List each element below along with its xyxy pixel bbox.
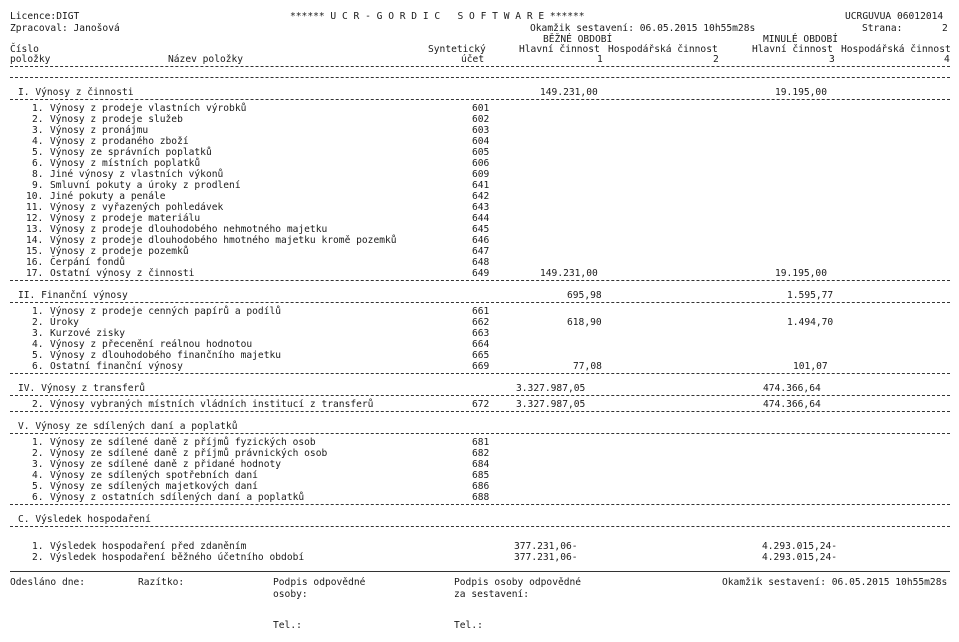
section-total-previous: 474.366,64 bbox=[763, 383, 821, 394]
software-banner: ****** U C R - G O R D I C S O F T W A R E ****** bbox=[290, 11, 585, 22]
row-number: 2. bbox=[32, 552, 44, 563]
row-name: Výnosy ze sdílené daně z příjmů právnických osob bbox=[50, 448, 328, 459]
responsible-signature-label: Podpis odpovědné bbox=[273, 577, 366, 588]
section-total-previous: 19.195,00 bbox=[775, 87, 827, 98]
row-number: 16. bbox=[26, 257, 44, 268]
page-number: 2 bbox=[942, 23, 948, 34]
section-title: II. Finanční výnosy bbox=[18, 290, 128, 301]
row-account: 686 bbox=[472, 481, 490, 492]
row-name: Výnosy z prodeje vlastních výrobků bbox=[50, 103, 247, 114]
row-account: 682 bbox=[472, 448, 490, 459]
row-name: Výnosy z dlouhodobého finančního majetku bbox=[50, 350, 282, 361]
item-number-header-2: položky bbox=[10, 54, 51, 65]
row-name: Výnosy z prodeje služeb bbox=[50, 114, 183, 125]
section-total-previous: 1.595,77 bbox=[787, 290, 834, 301]
row-name: Výnosy z prodeje pozemků bbox=[50, 246, 189, 257]
row-number: 12. bbox=[26, 213, 44, 224]
row-name: Výnosy z pronájmu bbox=[50, 125, 149, 136]
row-name: Výnosy z prodaného zboží bbox=[50, 136, 189, 147]
row-account: 649 bbox=[472, 268, 490, 279]
item-number-header: Číslo bbox=[10, 44, 39, 55]
row-name: Kurzové zisky bbox=[50, 328, 126, 339]
column-4-number: 4 bbox=[944, 54, 950, 65]
row-name: Výnosy z prodeje dlouhodobého hmotného majetku kromě pozemků bbox=[50, 235, 397, 246]
header-separator bbox=[10, 66, 950, 67]
row-account: 643 bbox=[472, 202, 490, 213]
section-separator bbox=[10, 433, 950, 434]
row-account: 604 bbox=[472, 136, 490, 147]
row-value-current: 377.231,06- bbox=[514, 552, 578, 563]
row-account: 647 bbox=[472, 246, 490, 257]
row-number: 13. bbox=[26, 224, 44, 235]
section-separator bbox=[10, 526, 950, 527]
row-number: 11. bbox=[26, 202, 44, 213]
row-value-current: 77,08 bbox=[573, 361, 602, 372]
econ-activity-header-current: Hospodářská činnost bbox=[608, 44, 718, 55]
row-account: 644 bbox=[472, 213, 490, 224]
row-value-current: 377.231,06- bbox=[514, 541, 578, 552]
row-number: 2. bbox=[32, 114, 44, 125]
row-number: 3. bbox=[32, 125, 44, 136]
section-separator bbox=[10, 504, 950, 505]
compiler-signature-label: Podpis osoby odpovědné bbox=[454, 577, 582, 588]
row-account: 669 bbox=[472, 361, 490, 372]
row-number: 17. bbox=[26, 268, 44, 279]
row-name: Výnosy z místních poplatků bbox=[50, 158, 201, 169]
row-name: Jiné výnosy z vlastních výkonů bbox=[50, 169, 224, 180]
row-name: Výnosy ze správních poplatků bbox=[50, 147, 212, 158]
section-title: C. Výsledek hospodaření bbox=[18, 514, 151, 525]
responsible-signature-label-2: osoby: bbox=[273, 589, 308, 600]
row-value-previous: 474.366,64 bbox=[763, 399, 821, 410]
row-account: 606 bbox=[472, 158, 490, 169]
section-total-current: 149.231,00 bbox=[540, 87, 598, 98]
row-name: Ostatní výnosy z činnosti bbox=[50, 268, 195, 279]
compiler-phone-label: Tel.: bbox=[454, 620, 483, 631]
row-account: 661 bbox=[472, 306, 490, 317]
row-value-previous: 19.195,00 bbox=[775, 268, 827, 279]
section-separator bbox=[10, 411, 950, 412]
row-name: Výnosy ze sdílené daně z přidané hodnoty bbox=[50, 459, 282, 470]
row-number: 2. bbox=[32, 399, 44, 410]
responsible-phone-label: Tel.: bbox=[273, 620, 302, 631]
row-number: 14. bbox=[26, 235, 44, 246]
column-3-number: 3 bbox=[829, 54, 835, 65]
period-current-header: BĚŽNÉ OBDOBÍ bbox=[543, 34, 613, 45]
sent-date-label: Odesláno dne: bbox=[10, 577, 86, 588]
row-account: 601 bbox=[472, 103, 490, 114]
row-name: Výnosy z prodeje cenných papírů a podílů bbox=[50, 306, 282, 317]
row-number: 6. bbox=[32, 492, 44, 503]
compiler-signature-label-2: za sestavení: bbox=[454, 589, 530, 600]
row-value-current: 149.231,00 bbox=[540, 268, 598, 279]
row-number: 2. bbox=[32, 317, 44, 328]
row-account: 602 bbox=[472, 114, 490, 125]
column-1-number: 1 bbox=[597, 54, 603, 65]
row-account: 609 bbox=[472, 169, 490, 180]
section-total-current: 695,98 bbox=[567, 290, 602, 301]
row-name: Výnosy z prodeje dlouhodobého nehmotného majetku bbox=[50, 224, 328, 235]
row-account: 605 bbox=[472, 147, 490, 158]
row-number: 1. bbox=[32, 541, 44, 552]
row-account: 672 bbox=[472, 399, 490, 410]
row-value-current: 3.327.987,05 bbox=[516, 399, 586, 410]
row-account: 662 bbox=[472, 317, 490, 328]
row-name: Jiné pokuty a penále bbox=[50, 191, 166, 202]
page-label: Strana: bbox=[862, 23, 903, 34]
row-number: 1. bbox=[32, 437, 44, 448]
row-value-previous: 4.293.015,24- bbox=[762, 541, 838, 552]
header-separator-2 bbox=[10, 77, 950, 78]
stamp-label: Razítko: bbox=[138, 577, 185, 588]
section-separator bbox=[10, 373, 950, 374]
row-name: Výnosy ze sdílených majetkových daní bbox=[50, 481, 258, 492]
row-number: 4. bbox=[32, 136, 44, 147]
row-name: Čerpání fondů bbox=[50, 257, 126, 268]
main-activity-header-previous: Hlavní činnost bbox=[752, 44, 833, 55]
row-name: Výnosy ze sdílených spotřebních daní bbox=[50, 470, 258, 481]
row-number: 1. bbox=[32, 103, 44, 114]
item-name-header: Název položky bbox=[168, 54, 244, 65]
processed-by: Zpracoval: Janošová bbox=[10, 23, 120, 34]
row-number: 9. bbox=[32, 180, 44, 191]
footer-compiled-at: Okamžik sestavení: 06.05.2015 10h55m28s bbox=[722, 577, 948, 588]
row-number: 5. bbox=[32, 481, 44, 492]
row-number: 5. bbox=[32, 350, 44, 361]
row-name: Výnosy z ostatních sdílených daní a poplatků bbox=[50, 492, 305, 503]
section-total-current: 3.327.987,05 bbox=[516, 383, 586, 394]
row-number: 6. bbox=[32, 158, 44, 169]
row-number: 2. bbox=[32, 448, 44, 459]
row-number: 15. bbox=[26, 246, 44, 257]
footer-separator bbox=[10, 571, 950, 572]
row-name: Výnosy ze sdílené daně z příjmů fyzických osob bbox=[50, 437, 316, 448]
section-title: I. Výnosy z činnosti bbox=[18, 87, 134, 98]
row-number: 4. bbox=[32, 339, 44, 350]
row-number: 5. bbox=[32, 147, 44, 158]
section-separator bbox=[10, 302, 950, 303]
compiled-at: Okamžik sestavení: 06.05.2015 10h55m28s bbox=[530, 23, 756, 34]
row-name: Výsledek hospodaření před zdaněním bbox=[50, 541, 247, 552]
licence-label: Licence:DIGT bbox=[10, 11, 80, 22]
row-account: 664 bbox=[472, 339, 490, 350]
column-2-number: 2 bbox=[713, 54, 719, 65]
synthetic-account-header-2: účet bbox=[461, 54, 485, 65]
row-name: Úroky bbox=[50, 317, 79, 328]
section-separator bbox=[10, 99, 950, 100]
section-title: IV. Výnosy z transferů bbox=[18, 383, 146, 394]
row-account: 641 bbox=[472, 180, 490, 191]
row-account: 685 bbox=[472, 470, 490, 481]
row-name: Smluvní pokuty a úroky z prodlení bbox=[50, 180, 241, 191]
row-name: Výnosy z vyřazených pohledávek bbox=[50, 202, 224, 213]
row-number: 6. bbox=[32, 361, 44, 372]
row-account: 645 bbox=[472, 224, 490, 235]
main-activity-header-current: Hlavní činnost bbox=[519, 44, 600, 55]
row-account: 665 bbox=[472, 350, 490, 361]
row-number: 8. bbox=[32, 169, 44, 180]
row-account: 603 bbox=[472, 125, 490, 136]
row-name: Výsledek hospodaření běžného účetního období bbox=[50, 552, 305, 563]
row-number: 10. bbox=[26, 191, 44, 202]
row-number: 3. bbox=[32, 459, 44, 470]
row-account: 688 bbox=[472, 492, 490, 503]
row-value-current: 618,90 bbox=[567, 317, 602, 328]
row-name: Ostatní finanční výnosy bbox=[50, 361, 183, 372]
row-number: 1. bbox=[32, 306, 44, 317]
row-number: 3. bbox=[32, 328, 44, 339]
section-title: V. Výnosy ze sdílených daní a poplatků bbox=[18, 421, 238, 432]
row-name: Výnosy z prodeje materiálu bbox=[50, 213, 201, 224]
row-name: Výnosy z přecenění reálnou hodnotou bbox=[50, 339, 253, 350]
econ-activity-header-previous: Hospodářská činnost bbox=[841, 44, 951, 55]
row-account: 646 bbox=[472, 235, 490, 246]
row-account: 663 bbox=[472, 328, 490, 339]
row-account: 684 bbox=[472, 459, 490, 470]
row-number: 4. bbox=[32, 470, 44, 481]
row-account: 648 bbox=[472, 257, 490, 268]
period-previous-header: MINULÉ OBDOBÍ bbox=[763, 34, 839, 45]
section-separator bbox=[10, 280, 950, 281]
row-value-previous: 1.494,70 bbox=[787, 317, 834, 328]
row-account: 681 bbox=[472, 437, 490, 448]
row-value-previous: 101,07 bbox=[793, 361, 828, 372]
report-code: UCRGUVUA 06012014 bbox=[845, 11, 944, 22]
section-separator bbox=[10, 395, 950, 396]
row-name: Výnosy vybraných místních vládních institucí z transferů bbox=[50, 399, 374, 410]
synthetic-account-header: Syntetický bbox=[428, 44, 486, 55]
row-value-previous: 4.293.015,24- bbox=[762, 552, 838, 563]
row-account: 642 bbox=[472, 191, 490, 202]
